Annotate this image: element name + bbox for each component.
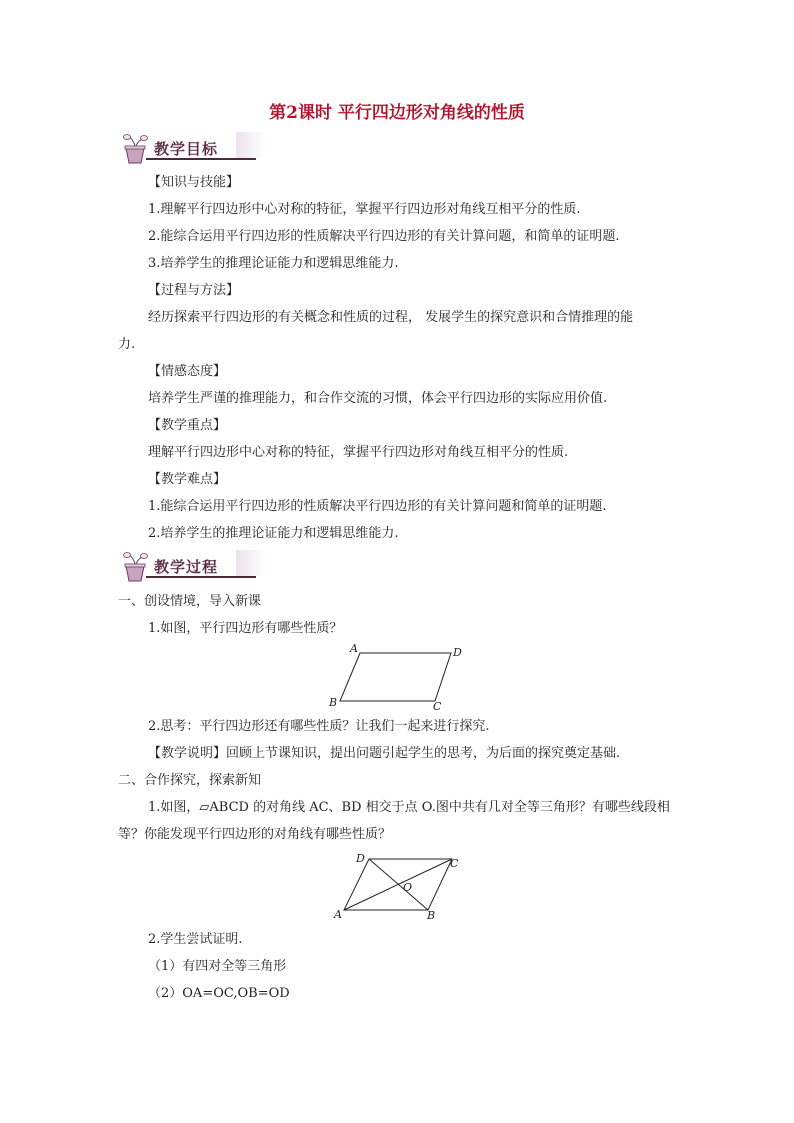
- badge-label: 教学过程: [154, 558, 219, 576]
- center-label-o: O: [403, 881, 413, 894]
- process-text-line2: 力.: [118, 337, 136, 352]
- question-2: 2.思考：平行四边形还有哪些性质？让我们一起来进行探究.: [148, 719, 490, 734]
- vertex-label-a: A: [350, 642, 358, 655]
- page-title: 第2课时 平行四边形对角线的性质: [269, 103, 525, 123]
- problem-2-item-2: （2）OA=OC,OB=OD: [148, 986, 290, 1001]
- question-1: 1.如图，平行四边形有哪些性质？: [148, 621, 343, 636]
- badge-underline: [146, 158, 256, 160]
- problem-2-item-1: （1）有四对全等三角形: [148, 959, 287, 974]
- emotion-text: 培养学生严谨的推理能力，和合作交流的习惯，体会平行四边形的实际应用价值.: [148, 391, 608, 406]
- problem-1-line2: 等？你能发现平行四边形的对角线有哪些性质？: [118, 827, 392, 842]
- vertex-label-d: D: [453, 646, 462, 659]
- diagonal-bd: [369, 859, 428, 910]
- emotion-heading: 【情感态度】: [148, 364, 227, 379]
- process-text-line1: 经历探索平行四边形的有关概念和性质的过程， 发展学生的探究意识和合情推理的能: [148, 310, 634, 325]
- knowledge-item-3: 3.培养学生的推理论证能力和逻辑思维能力.: [148, 256, 399, 271]
- badge-label: 教学目标: [154, 140, 219, 158]
- vertex-label-b: B: [329, 696, 338, 709]
- problem-2: 2.学生尝试证明.: [148, 932, 243, 947]
- badge-fade: [236, 550, 266, 576]
- knowledge-heading: 【知识与技能】: [148, 175, 240, 190]
- vertex-label-a: A: [334, 908, 342, 921]
- flower-pot-icon: [118, 550, 152, 584]
- badge-fade: [236, 132, 266, 158]
- vertex-label-c: C: [450, 857, 459, 870]
- flower-pot-icon: [118, 132, 152, 166]
- badge-underline: [146, 576, 256, 578]
- vertex-label-c: C: [433, 700, 442, 712]
- section-badge-process: [118, 550, 268, 584]
- vertex-label-d: D: [356, 852, 365, 865]
- problem-1-line1: 1.如图，▱ABCD 的对角线 AC、BD 相交于点 O.图中共有几对全等三角形？有哪些线段相: [148, 800, 670, 815]
- part2-heading: 二、合作探究，探索新知: [118, 773, 262, 788]
- section-badge-objectives: [118, 132, 268, 166]
- difficulty-heading: 【教学难点】: [148, 472, 227, 487]
- parallelogram-shape: [340, 653, 451, 701]
- teaching-note: 【教学说明】回顾上节课知识，提出问题引起学生的思考，为后面的探究奠定基础.: [148, 746, 621, 761]
- knowledge-item-2: 2.能综合运用平行四边形的性质解决平行四边形的有关计算问题，和简单的证明题.: [148, 229, 620, 244]
- vertex-label-b: B: [427, 909, 436, 922]
- diagonals-figure: [330, 850, 470, 925]
- part1-heading: 一、创设情境，导入新课: [118, 594, 262, 609]
- focus-heading: 【教学重点】: [148, 418, 227, 433]
- process-heading: 【过程与方法】: [148, 283, 240, 298]
- difficulty-item-2: 2.培养学生的推理论证能力和逻辑思维能力.: [148, 526, 399, 541]
- parallelogram-figure: [325, 642, 485, 712]
- knowledge-item-1: 1.理解平行四边形中心对称的特征，掌握平行四边形对角线互相平分的性质.: [148, 202, 581, 217]
- difficulty-item-1: 1.能综合运用平行四边形的性质解决平行四边形的有关计算问题和简单的证明题.: [148, 499, 607, 514]
- focus-text: 理解平行四边形中心对称的特征，掌握平行四边形对角线互相平分的性质.: [148, 445, 569, 460]
